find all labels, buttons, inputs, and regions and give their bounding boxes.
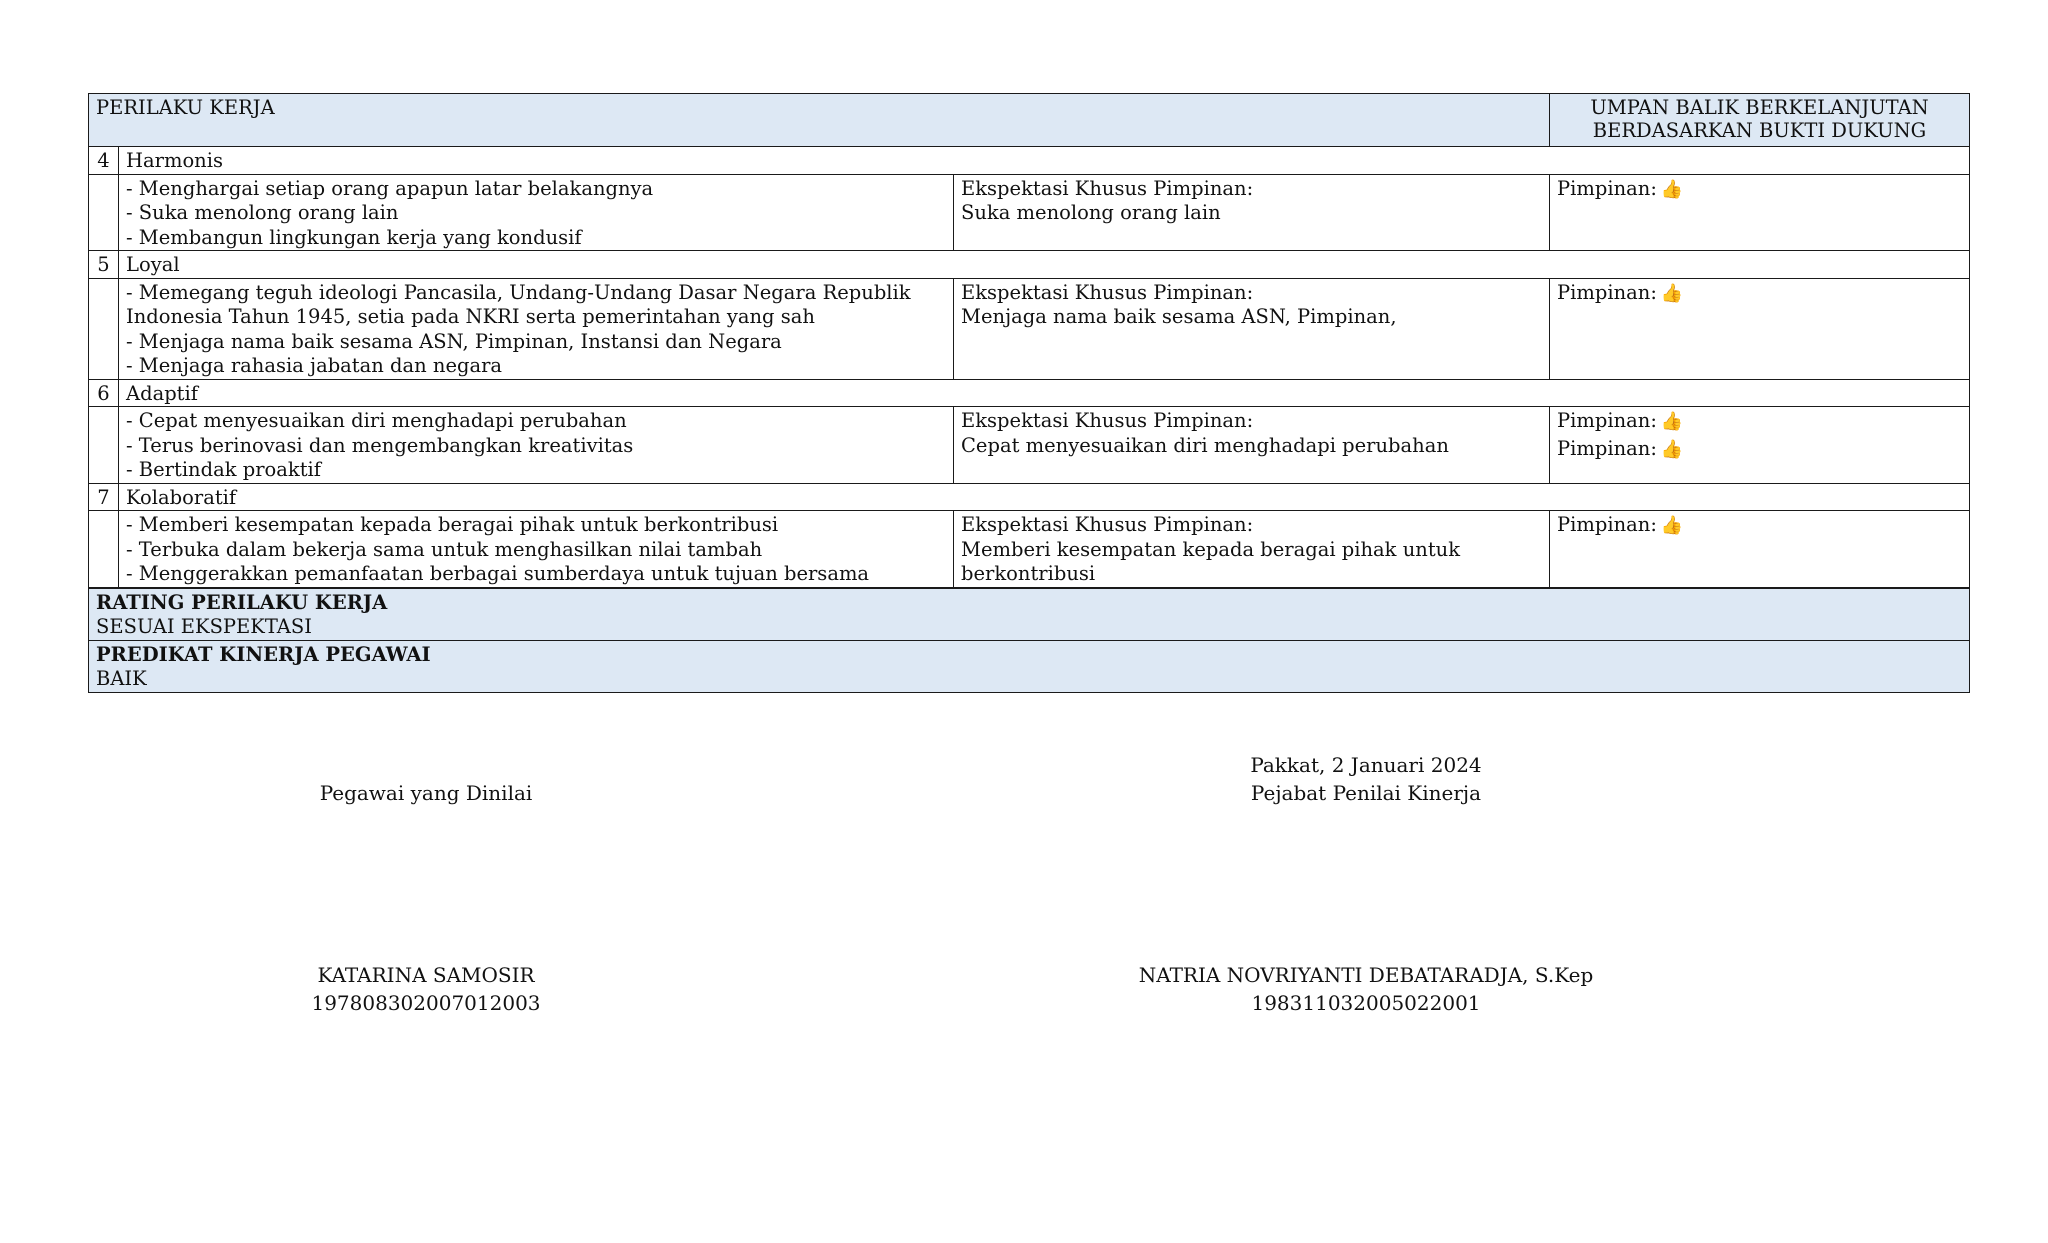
behavior-number: 7 — [89, 483, 119, 511]
behavior-number: 6 — [89, 379, 119, 407]
behavior-indicators — [119, 407, 954, 484]
employee-name: KATARINA SAMOSIR — [317, 963, 535, 987]
behavior-title-row — [89, 483, 1970, 511]
predicate-row — [89, 640, 1970, 692]
behavior-title: Kolaboratif — [119, 483, 1970, 511]
behavior-indicators — [119, 511, 954, 588]
feedback-cell — [1550, 511, 1970, 588]
assessor-nip: 198311032005022001 — [1251, 991, 1481, 1015]
indicator-item: - Terbuka dalam bekerja sama untuk menghasilkan nilai tambah — [126, 537, 763, 561]
rating-row — [89, 588, 1970, 641]
feedback-label: Pimpinan: — [1557, 436, 1657, 460]
indicator-item: - Suka menolong orang lain — [126, 201, 399, 224]
feedback-label: Pimpinan: — [1557, 409, 1657, 432]
indicator-item: - Cepat menyesuaikan diri menghadapi perubahan — [126, 409, 627, 432]
employee-nip: 197808302007012003 — [311, 991, 541, 1015]
leader-expectation — [954, 511, 1550, 588]
behavior-indicators — [119, 174, 954, 251]
number-spacer-cell — [89, 278, 119, 379]
indicator-item: - Memegang teguh ideologi Pancasila, Undang-Undang Dasar Negara Republik Indonesia Tahun 1945, setia pada NKRI serta pemerintahan yang sah — [126, 280, 917, 328]
feedback-label: Pimpinan: — [1557, 280, 1657, 304]
indicator-item: - Menghargai setiap orang apapun latar belakangnya — [126, 176, 654, 200]
expectation-text: Menjaga nama baik sesama ASN, Pimpinan, — [961, 305, 1397, 328]
assessor-name: NATRIA NOVRIYANTI DEBATARADJA, S.Kep — [1138, 963, 1594, 987]
expectation-label: Ekspektasi Khusus Pimpinan: — [961, 513, 1254, 536]
table-header-row — [89, 94, 1970, 147]
rating-cell — [89, 588, 1970, 641]
feedback-line — [1557, 177, 1962, 203]
indicator-item: - Terus berinovasi dan mengembangkan kreativitas — [126, 433, 634, 457]
expectation-text: Memberi kesempatan kepada beragai pihak untuk berkontribusi — [961, 537, 1467, 585]
feedback-label: Pimpinan: — [1557, 513, 1657, 536]
rating-value: SESUAI EKSPEKTASI — [96, 615, 312, 638]
number-spacer-cell — [89, 511, 119, 588]
behavior-detail-row — [89, 174, 1970, 251]
expectation-text: Suka menolong orang lain — [961, 201, 1221, 224]
feedback-line — [1557, 409, 1962, 435]
thumbs-up-icon: 👍 — [1660, 515, 1684, 536]
behavior-detail-row — [89, 278, 1970, 379]
header-work-behavior: PERILAKU KERJA — [89, 94, 1550, 147]
feedback-line — [1557, 281, 1962, 307]
behavior-title-row — [89, 379, 1970, 407]
performance-sheet — [88, 93, 1969, 693]
indicator-item: - Membangun lingkungan kerja yang kondusif — [126, 225, 582, 249]
feedback-label: Pimpinan: — [1557, 176, 1657, 200]
header-feedback: UMPAN BALIK BERKELANJUTAN BERDASARKAN BUKTI DUKUNG — [1550, 94, 1970, 147]
leader-expectation — [954, 407, 1550, 484]
leader-expectation — [954, 278, 1550, 379]
behavior-title-row — [89, 251, 1970, 279]
feedback-cell — [1550, 174, 1970, 251]
thumbs-up-icon: 👍 — [1660, 438, 1684, 460]
behavior-title-row — [89, 147, 1970, 175]
expectation-label: Ekspektasi Khusus Pimpinan: — [961, 409, 1254, 432]
predicate-label: PREDIKAT KINERJA PEGAWAI — [96, 642, 431, 666]
number-spacer-cell — [89, 174, 119, 251]
expectation-label: Ekspektasi Khusus Pimpinan: — [961, 280, 1254, 304]
employee-role: Pegawai yang Dinilai — [319, 781, 533, 805]
indicator-item: - Menjaga rahasia jabatan dan negara — [126, 354, 503, 377]
behavior-detail-row — [89, 511, 1970, 588]
feedback-cell — [1550, 407, 1970, 484]
expectation-label: Ekspektasi Khusus Pimpinan: — [961, 176, 1254, 200]
behavior-title: Harmonis — [119, 147, 1970, 175]
behavior-indicators — [119, 278, 954, 379]
behavior-detail-row — [89, 407, 1970, 484]
place-date: Pakkat, 2 Januari 2024 — [1250, 753, 1482, 777]
indicator-item: - Menjaga nama baik sesama ASN, Pimpinan, Instansi dan Negara — [126, 329, 782, 353]
predicate-value: BAIK — [96, 667, 147, 690]
feedback-line — [1557, 513, 1962, 539]
feedback-line — [1557, 437, 1962, 463]
behavior-number: 4 — [89, 147, 119, 175]
behavior-number: 5 — [89, 251, 119, 279]
behavior-title: Loyal — [119, 251, 1970, 279]
indicator-item: - Bertindak proaktif — [126, 458, 322, 481]
behavior-title: Adaptif — [119, 379, 1970, 407]
work-behavior-table — [88, 93, 1970, 693]
indicator-item: - Memberi kesempatan kepada beragai pihak untuk berkontribusi — [126, 513, 779, 536]
thumbs-up-icon: 👍 — [1660, 411, 1684, 432]
feedback-cell — [1550, 278, 1970, 379]
thumbs-up-icon: 👍 — [1660, 282, 1684, 304]
number-spacer-cell — [89, 407, 119, 484]
predicate-cell — [89, 640, 1970, 692]
indicator-item: - Menggerakkan pemanfaatan berbagai sumberdaya untuk tujuan bersama — [126, 562, 870, 585]
rating-label: RATING PERILAKU KERJA — [96, 590, 388, 614]
leader-expectation — [954, 174, 1550, 251]
thumbs-up-icon: 👍 — [1660, 178, 1684, 200]
expectation-text: Cepat menyesuaikan diri menghadapi perubahan — [961, 433, 1449, 457]
assessor-role: Pejabat Penilai Kinerja — [1250, 781, 1482, 805]
